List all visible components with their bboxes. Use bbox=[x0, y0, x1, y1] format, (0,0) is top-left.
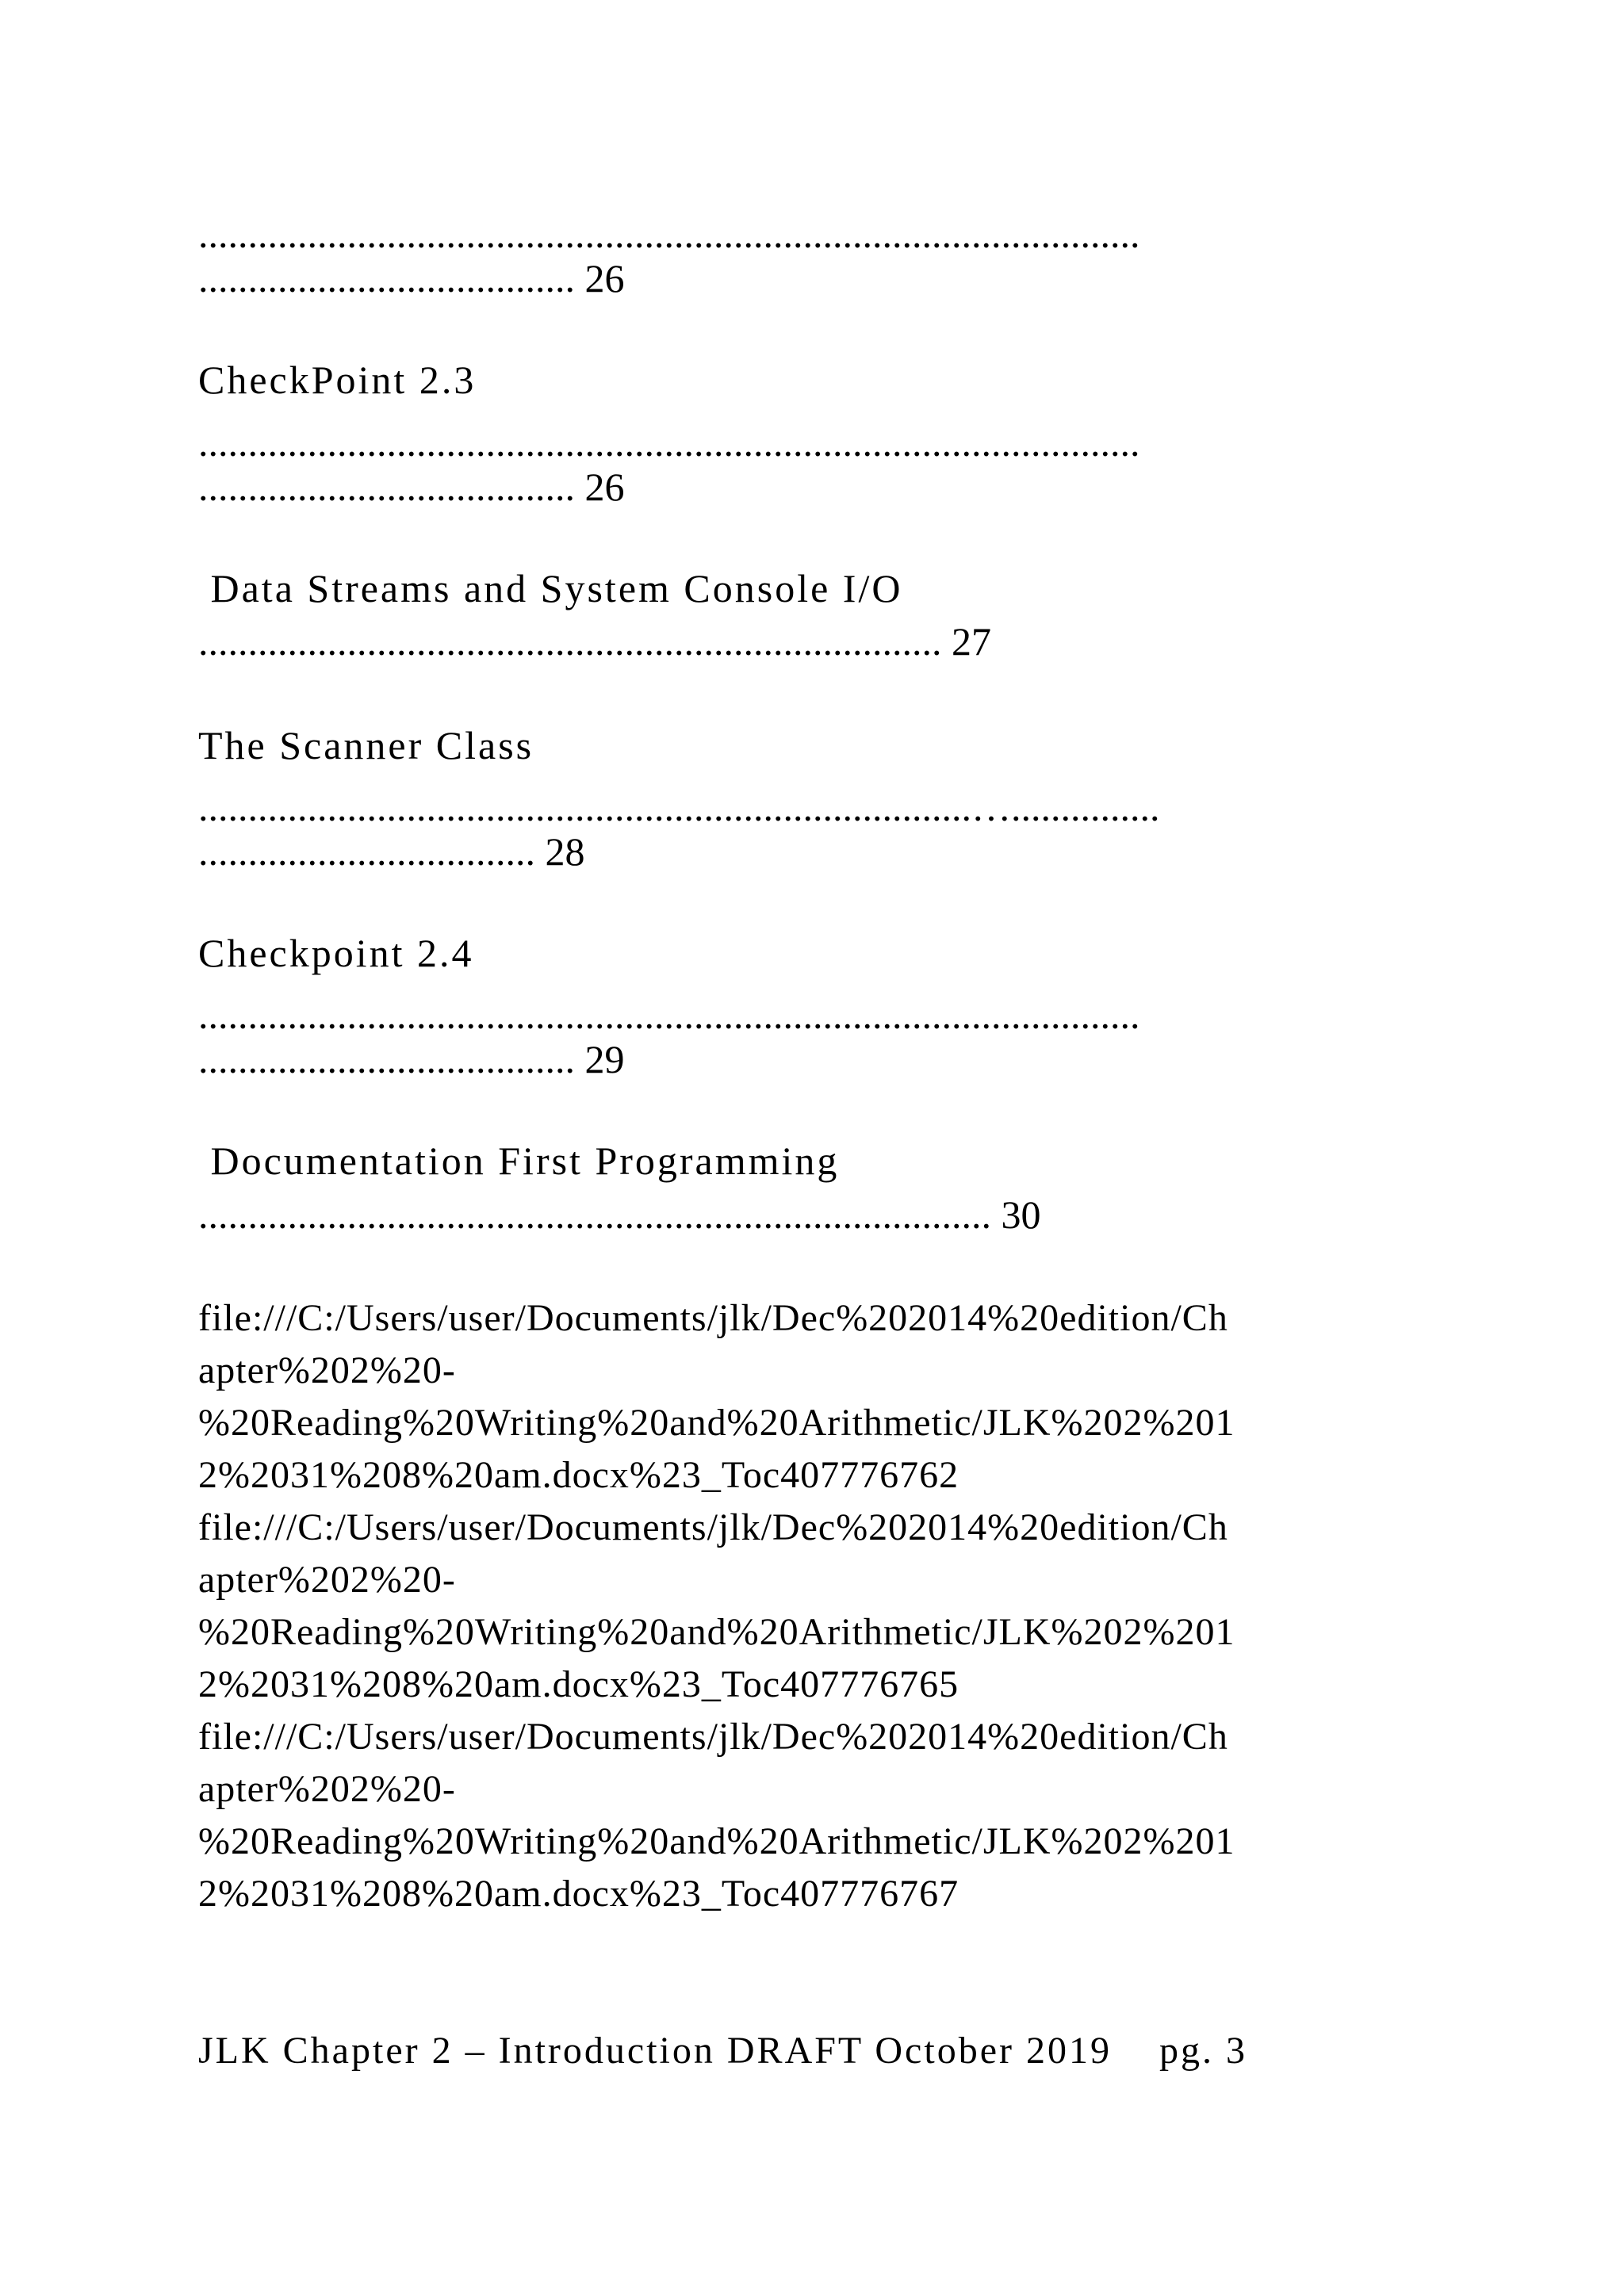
hyperlink-text[interactable]: 2%2031%208%20am.docx%23_Toc407776767 bbox=[198, 1873, 959, 1915]
toc-leader-line: ...................................... 26 bbox=[198, 465, 625, 509]
hyperlink-text[interactable]: file:///C:/Users/user/Documents/jlk/Dec%202014%20edition/Ch bbox=[198, 1506, 1228, 1548]
toc-entry-title[interactable]: Checkpoint 2.4 bbox=[198, 931, 474, 975]
hyperlink-text[interactable]: %20Reading%20Writing%20and%20Arithmetic/JLK%202%201 bbox=[198, 1820, 1235, 1862]
hyperlink-text[interactable]: file:///C:/Users/user/Documents/jlk/Dec%202014%20edition/Ch bbox=[198, 1297, 1228, 1339]
toc-entry-title[interactable]: Data Streams and System Console I/O bbox=[198, 566, 903, 610]
hyperlink-text[interactable]: 2%2031%208%20am.docx%23_Toc407776765 bbox=[198, 1663, 959, 1705]
toc-leader-line: ............................................................................................... bbox=[198, 212, 1140, 256]
page-footer bbox=[198, 2025, 1247, 2077]
hyperlink-text[interactable]: %20Reading%20Writing%20and%20Arithmetic/JLK%202%201 bbox=[198, 1611, 1235, 1653]
page-number: pg. 3 bbox=[1159, 2030, 1247, 2072]
hyperlink-text[interactable]: file:///C:/Users/user/Documents/jlk/Dec%202014%20edition/Ch bbox=[198, 1716, 1228, 1758]
footer-gap bbox=[1112, 2030, 1159, 2072]
toc-leader-line: ........................................................................... 27 bbox=[198, 619, 991, 664]
toc-entry-title[interactable]: Documentation First Programming bbox=[198, 1138, 840, 1183]
toc-leader-line: ...................................... 26 bbox=[198, 256, 625, 300]
toc-leader-line: ............................................................................................... bbox=[198, 420, 1140, 465]
toc-leader-line: ................................................................................ 30 bbox=[198, 1192, 1041, 1237]
footer-text: JLK Chapter 2 – Introduction DRAFT October 2019 bbox=[198, 2030, 1112, 2072]
hyperlink-text[interactable]: apter%202%20- bbox=[198, 1559, 456, 1601]
toc-entry-title[interactable]: The Scanner Class bbox=[198, 723, 534, 767]
toc-entry-title[interactable]: CheckPoint 2.3 bbox=[198, 358, 477, 402]
toc-leader-line: ...................................... 29 bbox=[198, 1037, 625, 1081]
toc-leader-line: ............................................................................................... bbox=[198, 993, 1140, 1037]
hyperlink-text[interactable]: apter%202%20- bbox=[198, 1349, 456, 1391]
hyperlink-text[interactable]: 2%2031%208%20am.docx%23_Toc407776762 bbox=[198, 1454, 959, 1496]
toc-leader-line: ..............................................................................…............... bbox=[198, 785, 1160, 829]
toc-leader-line: .................................. 28 bbox=[198, 829, 585, 874]
hyperlink-text[interactable]: apter%202%20- bbox=[198, 1768, 456, 1810]
hyperlink-text[interactable]: %20Reading%20Writing%20and%20Arithmetic/JLK%202%201 bbox=[198, 1402, 1235, 1444]
